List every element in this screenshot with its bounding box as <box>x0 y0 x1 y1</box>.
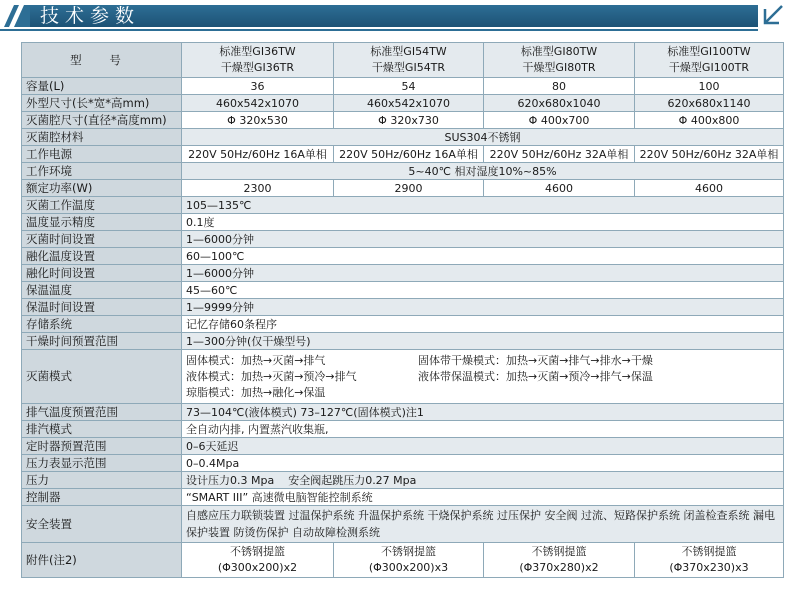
table-cell: 1—300分钟(仅干燥型号) <box>182 333 784 350</box>
row-label: 灭菌时间设置 <box>22 231 182 248</box>
table-row <box>22 180 784 197</box>
table-cell: Φ 320x730 <box>334 112 484 129</box>
table-cell: 1—6000分钟 <box>182 265 784 282</box>
table-cell: Φ 400x700 <box>484 112 635 129</box>
row-label: 压力表显示范围 <box>22 455 182 472</box>
table-cell: 2900 <box>334 180 484 197</box>
table-cell: 105—135℃ <box>182 197 784 214</box>
row-label: 压力 <box>22 472 182 489</box>
mode-item: 固体模式：加热→灭菌→排气 <box>186 354 326 367</box>
model-label: 型 号 <box>22 43 182 78</box>
row-label: 附件(注2) <box>22 543 182 578</box>
table-row <box>22 95 784 112</box>
row-label: 定时器预置范围 <box>22 438 182 455</box>
row-label: 额定功率(W) <box>22 180 182 197</box>
table-row <box>22 282 784 299</box>
accessory-cell: 不锈钢提篮 (Φ370x230)x3 <box>635 543 784 578</box>
mode-item: 琼脂模式：加热→融化→保温 <box>186 386 326 399</box>
table-row <box>22 316 784 333</box>
model-cell: 标准型GI80TW 干燥型GI80TR <box>484 43 635 78</box>
row-label: 灭菌模式 <box>22 350 182 404</box>
row-label: 排汽模式 <box>22 421 182 438</box>
table-cell: Φ 400x800 <box>635 112 784 129</box>
table-cell: 2300 <box>182 180 334 197</box>
table-header-row <box>22 43 784 78</box>
row-label: 温度显示精度 <box>22 214 182 231</box>
table-cell: 设计压力0.3 Mpa 安全阀起跳压力0.27 Mpa <box>182 472 784 489</box>
row-label: 容量(L) <box>22 78 182 95</box>
mode-cell <box>182 350 784 404</box>
table-row <box>22 472 784 489</box>
row-label: 灭菌腔尺寸(直径*高度mm) <box>22 112 182 129</box>
row-label: 融化温度设置 <box>22 248 182 265</box>
table-row <box>22 163 784 180</box>
mode-list <box>186 350 779 403</box>
row-label: 控制器 <box>22 489 182 506</box>
table-row <box>22 350 784 404</box>
table-row <box>22 197 784 214</box>
row-label: 安全装置 <box>22 506 182 543</box>
table-cell: 5~40℃ 相对湿度10%~85% <box>182 163 784 180</box>
row-label: 存储系统 <box>22 316 182 333</box>
model-cell: 标准型GI36TW 干燥型GI36TR <box>182 43 334 78</box>
table-cell: 220V 50Hz/60Hz 32A单相 <box>484 146 635 163</box>
row-label: 灭菌腔材料 <box>22 129 182 146</box>
table-cell: “SMART III” 高速微电脑智能控制系统 <box>182 489 784 506</box>
table-cell: 1—6000分钟 <box>182 231 784 248</box>
table-row <box>22 129 784 146</box>
page-title: 技术参数 <box>40 5 141 27</box>
table-row <box>22 248 784 265</box>
table-cell: 0–0.4Mpa <box>182 455 784 472</box>
table-cell: 60—100℃ <box>182 248 784 265</box>
table-cell: SUS304不锈钢 <box>182 129 784 146</box>
table-row <box>22 543 784 578</box>
table-cell: 45—60℃ <box>182 282 784 299</box>
arrow-down-left-icon <box>760 2 786 28</box>
table-cell: 全自动内排, 内置蒸汽收集瓶, <box>182 421 784 438</box>
row-label: 工作电源 <box>22 146 182 163</box>
spec-table <box>21 42 784 578</box>
table-cell: 460x542x1070 <box>182 95 334 112</box>
table-cell: 0.1度 <box>182 214 784 231</box>
table-row <box>22 214 784 231</box>
row-label: 保温温度 <box>22 282 182 299</box>
safety-text: 自感应压力联锁装置 过温保护系统 升温保护系统 干烧保护系统 过压保护 安全阀 过流、短路保护系统 闭盖检查系统 漏电保护装置 防烫伤保护 自动故障检测系统 <box>186 509 775 539</box>
table-cell: 4600 <box>635 180 784 197</box>
table-row <box>22 78 784 95</box>
row-label: 外型尺寸(长*宽*高mm) <box>22 95 182 112</box>
table-row <box>22 112 784 129</box>
table-cell: 100 <box>635 78 784 95</box>
accessory-cell: 不锈钢提篮 (Φ370x280)x2 <box>484 543 635 578</box>
table-cell: 4600 <box>484 180 635 197</box>
table-row <box>22 146 784 163</box>
table-cell: 220V 50Hz/60Hz 16A单相 <box>182 146 334 163</box>
row-label: 干燥时间预置范围 <box>22 333 182 350</box>
table-cell: 73—104℃(液体模式) 73–127℃(固体模式)注1 <box>182 404 784 421</box>
table-row <box>22 404 784 421</box>
row-label: 排气温度预置范围 <box>22 404 182 421</box>
table-cell: 620x680x1140 <box>635 95 784 112</box>
table-cell: 80 <box>484 78 635 95</box>
table-cell <box>182 506 784 543</box>
row-label: 工作环境 <box>22 163 182 180</box>
table-row <box>22 231 784 248</box>
table-row <box>22 421 784 438</box>
mode-item: 固体带干燥模式：加热→灭菌→排气→排水→干燥 <box>418 354 653 367</box>
table-cell: 36 <box>182 78 334 95</box>
table-row <box>22 265 784 282</box>
section-header <box>0 0 800 32</box>
table-row <box>22 299 784 316</box>
table-cell: 460x542x1070 <box>334 95 484 112</box>
model-cell: 标准型GI54TW 干燥型GI54TR <box>334 43 484 78</box>
table-cell: 0–6天延迟 <box>182 438 784 455</box>
mode-item: 液体模式：加热→灭菌→预冷→排气 <box>186 370 357 383</box>
model-cell: 标准型GI100TW 干燥型GI100TR <box>635 43 784 78</box>
table-row <box>22 333 784 350</box>
table-cell: 220V 50Hz/60Hz 32A单相 <box>635 146 784 163</box>
table-row <box>22 438 784 455</box>
row-label: 融化时间设置 <box>22 265 182 282</box>
table-cell: 记忆存储60条程序 <box>182 316 784 333</box>
mode-item: 液体带保温模式：加热→灭菌→预冷→排气→保温 <box>418 370 653 383</box>
table-cell: 1—9999分钟 <box>182 299 784 316</box>
slash-decoration-icon <box>0 5 30 27</box>
table-cell: 54 <box>334 78 484 95</box>
header-underline <box>0 29 758 31</box>
row-label: 灭菌工作温度 <box>22 197 182 214</box>
table-cell: 620x680x1040 <box>484 95 635 112</box>
accessory-cell: 不锈钢提篮 (Φ300x200)x3 <box>334 543 484 578</box>
table-cell: Φ 320x530 <box>182 112 334 129</box>
table-row <box>22 455 784 472</box>
row-label: 保温时间设置 <box>22 299 182 316</box>
table-cell: 220V 50Hz/60Hz 16A单相 <box>334 146 484 163</box>
table-row <box>22 489 784 506</box>
table-row <box>22 506 784 543</box>
accessory-cell: 不锈钢提篮 (Φ300x200)x2 <box>182 543 334 578</box>
